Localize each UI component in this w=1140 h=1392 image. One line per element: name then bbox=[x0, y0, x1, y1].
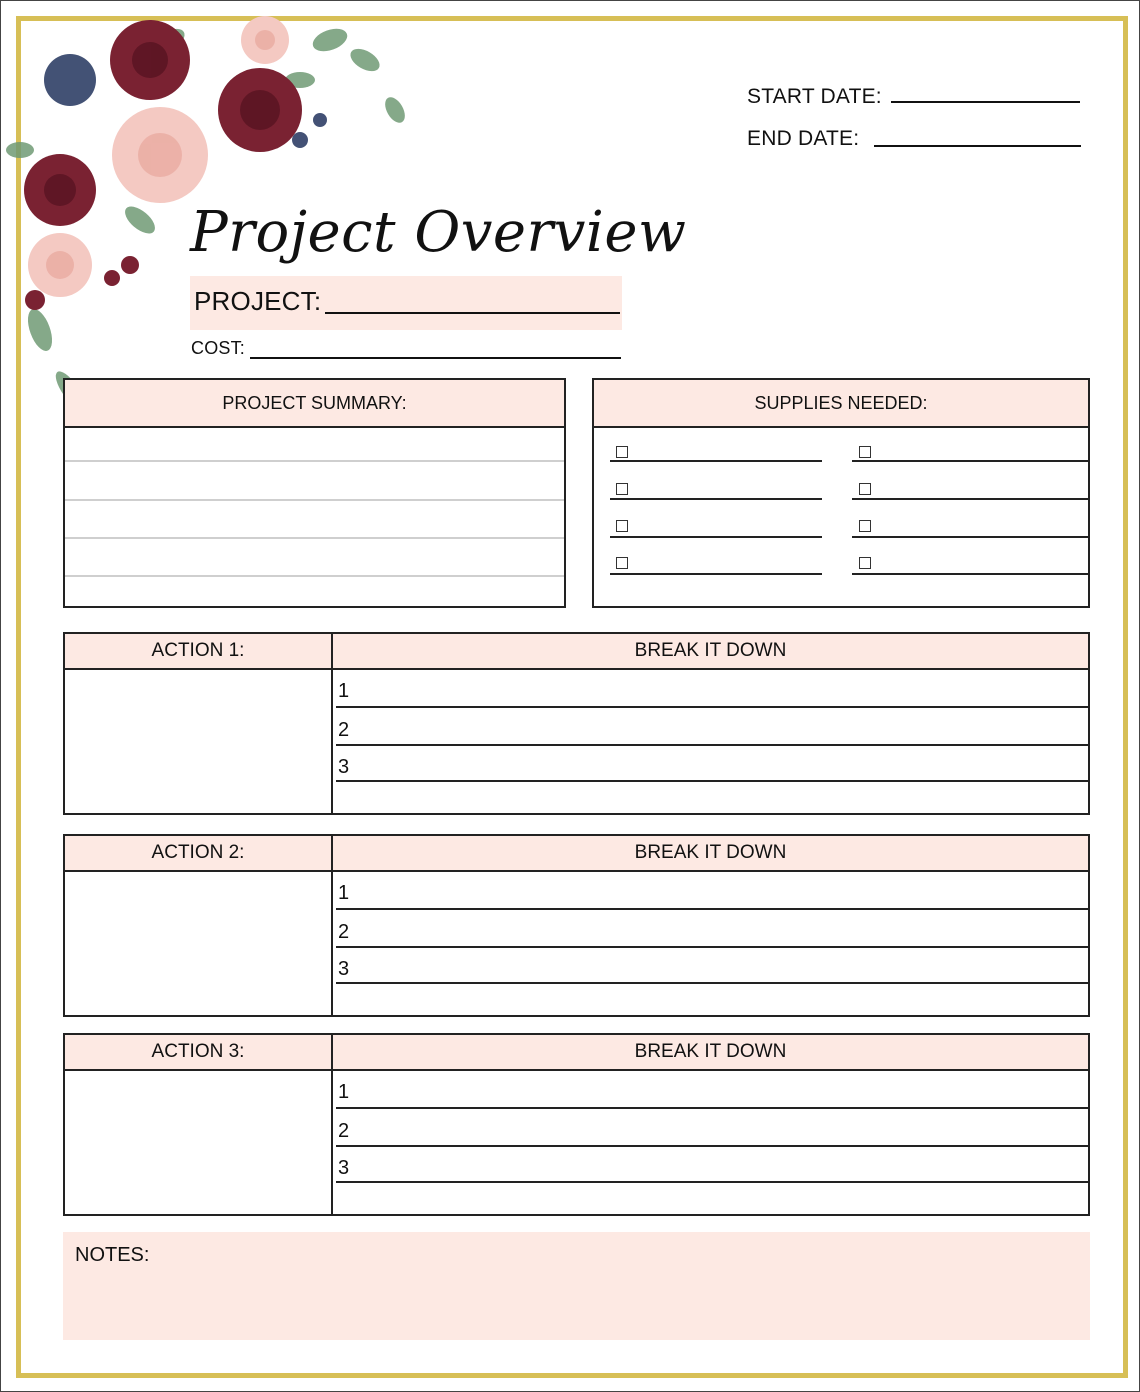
supply-checkbox[interactable] bbox=[616, 483, 628, 495]
action-1-block bbox=[63, 632, 1090, 815]
supply-line[interactable] bbox=[852, 573, 1090, 575]
supply-checkbox[interactable] bbox=[859, 483, 871, 495]
action-2-block bbox=[63, 834, 1090, 1017]
step-line[interactable] bbox=[336, 780, 1088, 782]
step-line[interactable] bbox=[336, 1145, 1088, 1147]
step-line[interactable] bbox=[336, 982, 1088, 984]
break-it-down-heading: BREAK IT DOWN bbox=[634, 842, 787, 863]
notes-area[interactable] bbox=[63, 1232, 1090, 1340]
step-number: 1 bbox=[338, 882, 350, 904]
start-date-field[interactable] bbox=[891, 101, 1080, 103]
step-number: 2 bbox=[338, 719, 350, 741]
supply-checkbox[interactable] bbox=[616, 557, 628, 569]
step-number: 3 bbox=[338, 756, 350, 778]
step-number: 1 bbox=[338, 680, 350, 702]
supply-line[interactable] bbox=[852, 460, 1090, 462]
supplies-needed-heading: SUPPLIES NEEDED: bbox=[594, 380, 1088, 428]
notes-label: NOTES: bbox=[75, 1244, 150, 1266]
action-3-block bbox=[63, 1033, 1090, 1216]
step-number: 3 bbox=[338, 958, 350, 980]
start-date-label: START DATE: bbox=[747, 85, 882, 108]
break-it-down-heading: BREAK IT DOWN bbox=[634, 1041, 787, 1062]
supply-checkbox[interactable] bbox=[616, 520, 628, 532]
step-number: 3 bbox=[338, 1157, 350, 1179]
project-summary-box bbox=[63, 378, 566, 608]
break-it-down-heading: BREAK IT DOWN bbox=[634, 640, 787, 661]
step-number: 1 bbox=[338, 1081, 350, 1103]
supply-line[interactable] bbox=[610, 498, 822, 500]
supply-checkbox[interactable] bbox=[616, 446, 628, 458]
page-title: Project Overview bbox=[190, 200, 687, 265]
supply-line[interactable] bbox=[610, 573, 822, 575]
summary-line[interactable] bbox=[65, 575, 564, 577]
supply-line[interactable] bbox=[852, 536, 1090, 538]
step-number: 2 bbox=[338, 1120, 350, 1142]
step-line[interactable] bbox=[336, 908, 1088, 910]
step-line[interactable] bbox=[336, 744, 1088, 746]
action-2-label: ACTION 2: bbox=[151, 842, 245, 863]
step-line[interactable] bbox=[336, 706, 1088, 708]
supply-line[interactable] bbox=[610, 460, 822, 462]
action-1-label: ACTION 1: bbox=[151, 640, 245, 661]
supply-line[interactable] bbox=[610, 536, 822, 538]
step-line[interactable] bbox=[336, 1107, 1088, 1109]
supply-checkbox[interactable] bbox=[859, 520, 871, 532]
project-field[interactable] bbox=[325, 312, 620, 314]
supplies-needed-box bbox=[592, 378, 1090, 608]
supply-checkbox[interactable] bbox=[859, 446, 871, 458]
project-summary-heading: PROJECT SUMMARY: bbox=[65, 380, 564, 428]
summary-line[interactable] bbox=[65, 499, 564, 501]
end-date-field[interactable] bbox=[874, 145, 1081, 147]
cost-label: COST: bbox=[191, 338, 246, 358]
summary-line[interactable] bbox=[65, 537, 564, 539]
end-date-label: END DATE: bbox=[747, 127, 860, 150]
step-line[interactable] bbox=[336, 1181, 1088, 1183]
supply-line[interactable] bbox=[852, 498, 1090, 500]
cost-field[interactable] bbox=[250, 357, 621, 359]
step-number: 2 bbox=[338, 921, 350, 943]
supply-checkbox[interactable] bbox=[859, 557, 871, 569]
project-label: PROJECT: bbox=[194, 286, 322, 316]
summary-line[interactable] bbox=[65, 460, 564, 462]
step-line[interactable] bbox=[336, 946, 1088, 948]
action-3-label: ACTION 3: bbox=[151, 1041, 245, 1062]
